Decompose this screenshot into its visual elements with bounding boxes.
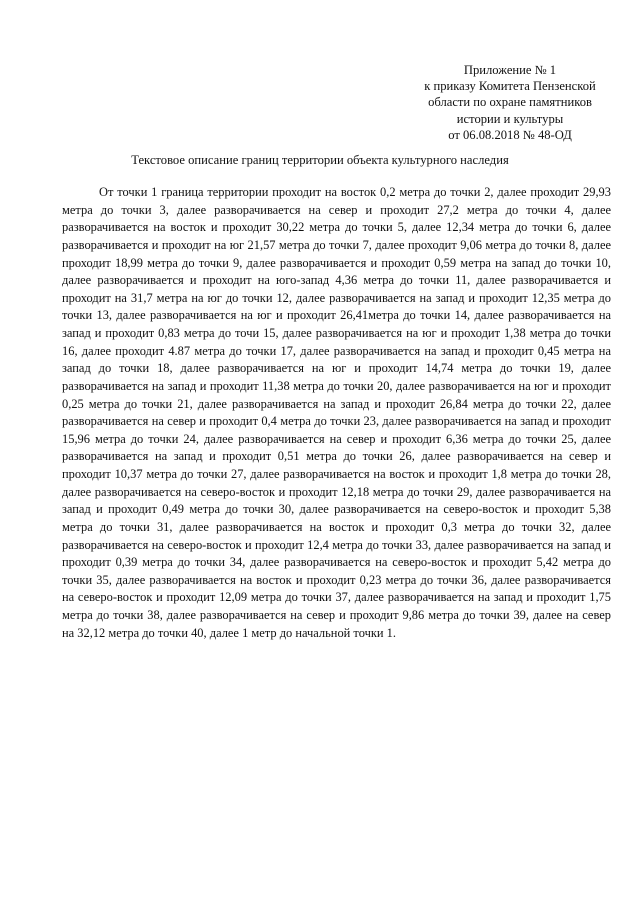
appendix-order-date: от 06.08.2018 № 48-ОД [448, 127, 572, 142]
appendix-header [400, 62, 620, 143]
appendix-number: Приложение № 1 [463, 63, 557, 77]
boundary-description-paragraph: От точки 1 граница территории проходит на восток 0,2 метра до точки 2, далее проходит 29,93 метра до точки 3, далее разворачивается на север и проходит 27,2 метра до точки 4, далее разворачивается на восток и проходит 30,22 метра до точки 5, далее 12,34 метра до точки 6, далее разворачивается и проходит на юг 21,57 метра до точки 7, далее проходит 9,06 метра до точки 8, далее проходит 18,99 метра до точки 9, далее разворачивается и проходит 0,59 метра на запад до точки 10, далее разворачивается и проходит на юго-запад 4,36 метра до точки 11, далее разворачивается и проходит на 31,7 метра на юг до точки 12, далее разворачивается на запад и проходит 12,35 метра до точки 13, далее разворачивается на юг и проходит 26,41метра до точки 14, далее разворачивается на запад и проходит 0,83 метра до точи 15, далее разворачивается на юг и проходит 1,38 метра до точки 16, далее проходит 4.87 метра до точки 17, далее разворачивается на запад и проходит 0,45 метра на запад до точки 18, далее разворачивается на юг и проходит 14,74 метра до точки 19, далее разворачивается на запад и проходит 11,38 метра до точки 20, далее разворачивается на юг и проходит 0,25 метра до точки 21, далее разворачивается на запад и проходит 26,84 метра до точки 22, далее разворачивается на север и проходит 0,4 метра до точки 23, далее разворачивается на запад и проходит 15,96 метра до точки 24, далее разворачивается на север и проходит 6,36 метра до точки 25, далее разворачивается на запад и проходит 0,51 метра до точки 26, далее разворачивается на север и проходит 10,37 метра до точки 27, далее разворачивается на восток и проходит 1,8 метра до точки 28, далее разворачивается на северо-восток и проходит 12,18 метра до точки 29, далее разворачивается на запад и проходит 0,49 метра до точки 30, далее разворачивается на северо-восток и проходит 5,38 метра до точки 31, далее разворачивается на восток и проходит 0,3 метра до точки 32, далее разворачивается на северо-восток и проходит 12,4 метра до точки 33, далее разворачивается на запад и проходит 0,39 метра до точки 34, далее разворачивается на северо-восток и проходит 5,42 метра до точки 35, далее разворачивается на восток и проходит 0,23 метра до точки 36, далее разворачивается на северо-восток и проходит 12,09 метра до точки 37, далее разворачивается на запад и проходит 1,75 метра до точки 38, далее разворачивается на север и проходит 9,86 метра до точки 39, далее на север на 32,12 метра до точки 40, далее 1 метр до начальной точки 1. [62, 185, 611, 640]
document-title: Текстовое описание границ территории объекта культурного наследия [131, 153, 509, 167]
appendix-committee-line: области по охране памятников [428, 95, 592, 110]
appendix-order-reference: к приказу Комитета Пензенской [424, 79, 596, 94]
appendix-committee-line-end: истории и культуры [456, 111, 564, 126]
